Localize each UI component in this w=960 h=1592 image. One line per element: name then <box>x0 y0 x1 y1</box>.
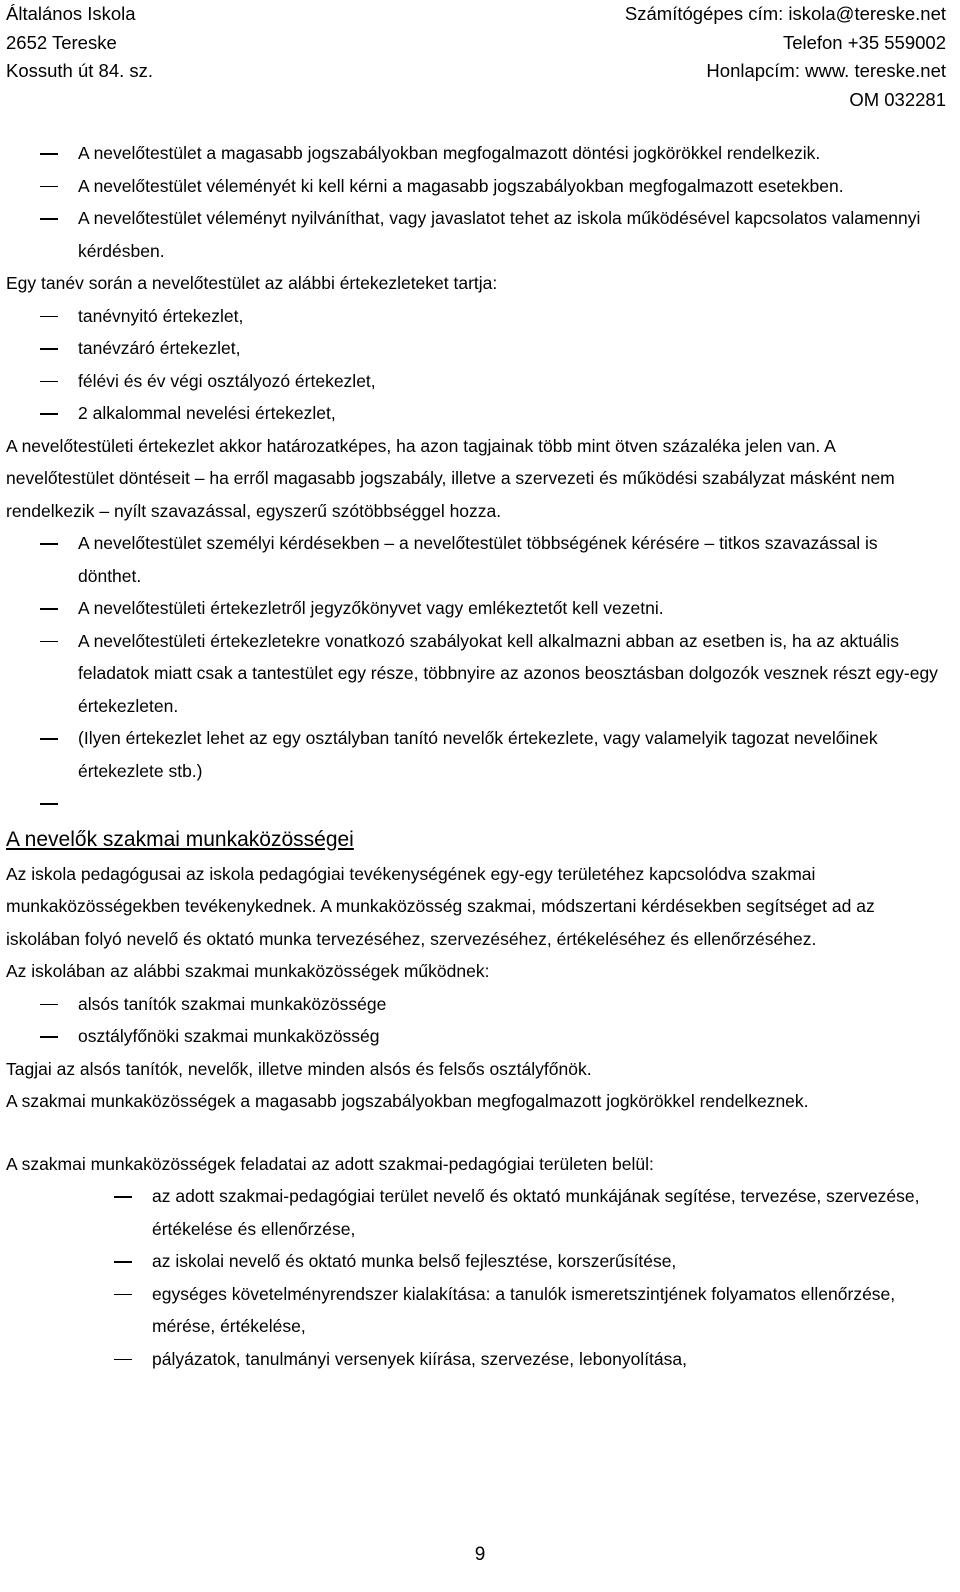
rights-list <box>6 137 944 267</box>
dash-bullet-icon <box>40 218 58 220</box>
school-name: Általános Iskola <box>6 3 136 24</box>
school-postal-city: 2652 Tereske <box>6 31 117 53</box>
workshop-paragraph-4: A szakmai munkaközösségek a magasabb jogszabályokban megfogalmazott jogkörökkel rendelkeznek. <box>6 1091 809 1111</box>
list-item: (Ilyen értekezlet lehet az egy osztályban tanító nevelők értekezlete, vagy valamelyik tagozat nevelőinek értekezlete stb.) <box>6 722 944 787</box>
list-item: alsós tanítók szakmai munkaközössége <box>6 988 944 1021</box>
document-body <box>6 137 944 1375</box>
list-item: A nevelőtestület személyi kérdésekben – a nevelőtestület többségének kérésére – titkos szavazással is dönthet. <box>6 527 944 592</box>
list-item: pályázatok, tanulmányi versenyek kiírása, szervezése, lebonyolítása, <box>6 1343 944 1376</box>
school-phone: Telefon +35 559002 <box>782 31 946 53</box>
list-item: az iskolai nevelő és oktató munka belső fejlesztése, korszerűsítése, <box>6 1245 944 1278</box>
dash-bullet-icon <box>40 1036 58 1038</box>
dash-bullet-icon <box>114 1261 132 1263</box>
dash-bullet-icon <box>40 1004 58 1006</box>
meetings-list <box>6 300 944 430</box>
dash-bullet-icon <box>114 1294 132 1296</box>
meetings-intro-paragraph: Egy tanév során a nevelőtestület az alábbi értekezleteket tartja: <box>6 273 498 293</box>
list-item: A nevelőtestületi értekezletről jegyzőkönyvet vagy emlékeztetőt kell vezetni. <box>6 592 944 625</box>
list-item: félévi és év végi osztályozó értekezlet, <box>6 365 944 398</box>
list-item: egységes követelményrendszer kialakítása: a tanulók ismeretszintjének folyamatos ellenőrzése, mérése, értékelése, <box>6 1278 944 1343</box>
list-item: tanévnyitó értekezlet, <box>6 300 944 333</box>
list-item-empty <box>6 787 944 820</box>
tasks-list <box>6 1180 944 1375</box>
dash-bullet-icon <box>40 608 58 610</box>
school-street: Kossuth út 84. sz. <box>6 60 154 81</box>
dash-bullet-icon <box>40 381 58 383</box>
school-website: Honlapcím: www. tereske.net <box>706 60 946 81</box>
workshop-paragraph-5: A szakmai munkaközösségek feladatai az adott szakmai-pedagógiai területen belül: <box>6 1153 654 1174</box>
workshop-paragraph-1: Az iskola pedagógusai az iskola pedagógiai tevékenységének egy-egy területéhez kapcsolódva szakmai munkaközösségekben tevékenykednek. A munkaközösség szakmai, módszertani kérdésekben segítséget ad az iskolában folyó nevelő és oktató munka tervezéséhez, szervezéséhez, értékeléséhez és ellenőrzéséhez. <box>6 863 875 949</box>
list-item: osztályfőnöki szakmai munkaközösség <box>6 1020 944 1053</box>
list-item: tanévzáró értekezlet, <box>6 332 944 365</box>
page-header <box>0 0 960 112</box>
section-heading: A nevelők szakmai munkaközösségei <box>6 827 354 851</box>
school-contact-block <box>625 0 946 114</box>
dash-bullet-icon <box>114 1196 132 1198</box>
dash-bullet-icon <box>40 413 58 415</box>
quorum-paragraph: A nevelőtestületi értekezlet akkor határozatképes, ha azon tagjainak több mint ötven százaléka jelen van. A nevelőtestület döntéseit – ha erről magasabb jogszabály, illetve a szervezeti és működési szabályzat másként nem rendelkezik – nyílt szavazással, egyszerű szótöbbséggel hozza. <box>6 435 895 521</box>
dash-bullet-icon <box>114 1359 132 1361</box>
dash-bullet-icon <box>40 738 58 740</box>
dash-bullet-icon <box>40 316 58 318</box>
school-email: Számítógépes cím: iskola@tereske.net <box>624 3 946 24</box>
dash-bullet-icon <box>40 348 58 350</box>
dash-bullet-icon <box>40 186 58 188</box>
list-item: A nevelőtestület véleményét ki kell kérni a magasabb jogszabályokban megfogalmazott esetekben. <box>6 170 944 203</box>
workshop-paragraph-2: Az iskolában az alábbi szakmai munkaközösségek működnek: <box>6 961 490 981</box>
list-item: A nevelőtestületi értekezletekre vonatkozó szabályokat kell alkalmazni abban az esetben is, ha az aktuális feladatok miatt csak a tantestület egy része, többnyire az azonos beosztásban dolgozók vesznek részt egy-egy értekezleten. <box>6 625 944 723</box>
list-item: 2 alkalommal nevelési értekezlet, <box>6 397 944 430</box>
school-address-block <box>6 0 153 86</box>
page-number: 9 <box>474 1544 486 1565</box>
workshops-list <box>6 988 944 1053</box>
dash-bullet-icon <box>40 153 58 155</box>
paragraph-spacer <box>6 1118 944 1148</box>
dash-bullet-icon <box>40 803 58 805</box>
dash-bullet-icon <box>40 543 58 545</box>
list-item: az adott szakmai-pedagógiai terület nevelő és oktató munkájának segítése, tervezése, szervezése, értékelése és ellenőrzése, <box>6 1180 944 1245</box>
list-item: A nevelőtestület a magasabb jogszabályokban megfogalmazott döntési jogkörökkel rendelkezik. <box>6 137 944 170</box>
dash-bullet-icon <box>40 641 58 643</box>
meeting-rules-list <box>6 527 944 820</box>
list-item: A nevelőtestület véleményt nyilváníthat, vagy javaslatot tehet az iskola működésével kapcsolatos valamennyi kérdésben. <box>6 202 944 267</box>
workshop-paragraph-3: Tagjai az alsós tanítók, nevelők, illetve minden alsós és felsős osztályfőnök. <box>6 1058 592 1079</box>
school-om-id: OM 032281 <box>849 88 946 110</box>
